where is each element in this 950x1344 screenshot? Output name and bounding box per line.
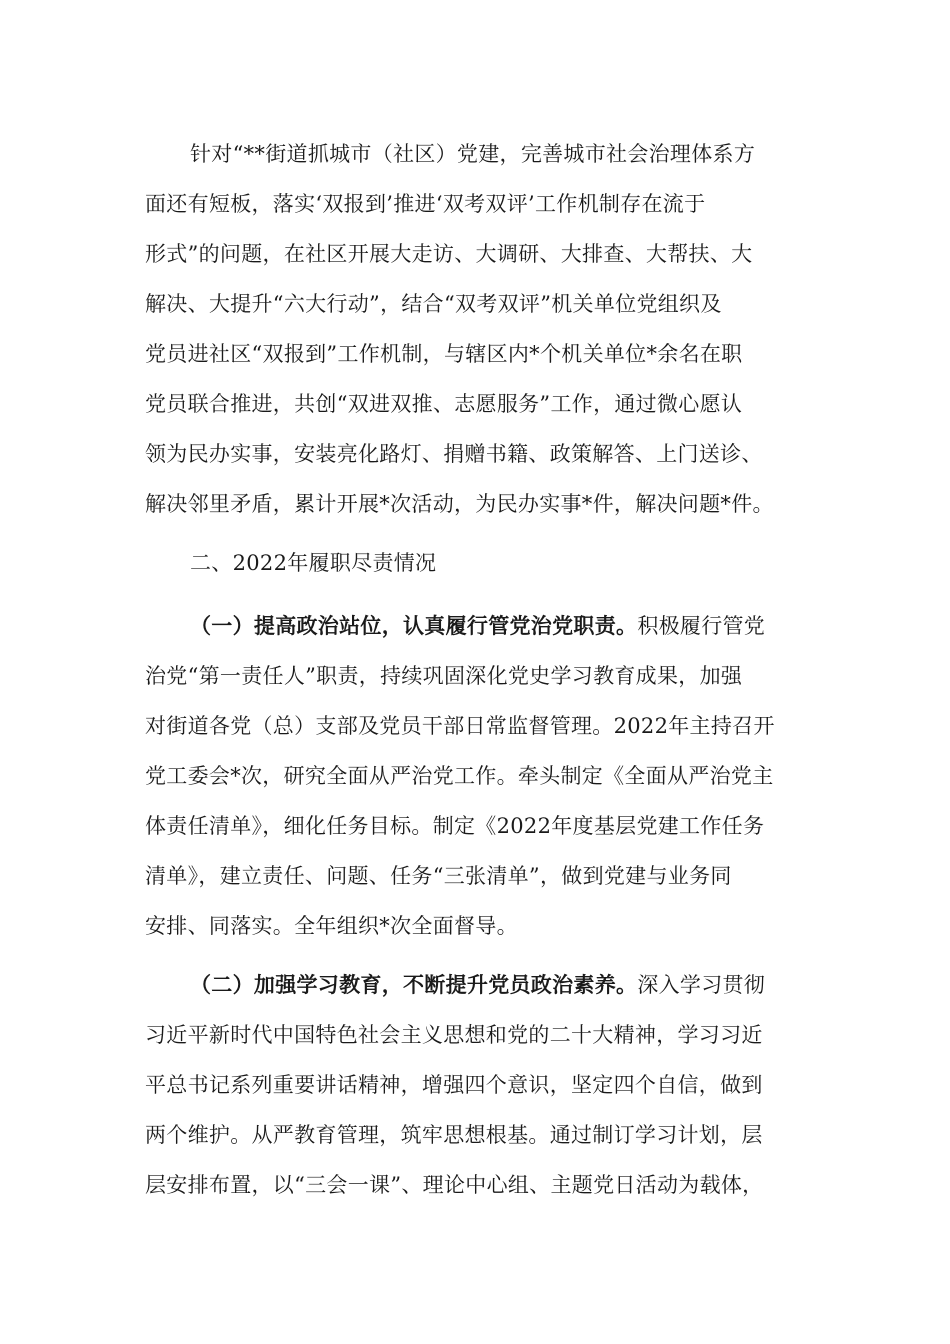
paragraph-text: 深入学习贯彻 — [637, 973, 766, 997]
section-heading: 二、2022年履职尽责情况 — [190, 551, 437, 575]
paragraph-line: 党员进社区“双报到”工作机制，与辖区内*个机关单位*余名在职 — [145, 342, 743, 366]
paragraph-line: 清单》，建立责任、问题、任务“三张清单”，做到党建与业务同 — [145, 864, 732, 888]
paragraph-line: 针对“**街道抓城市（社区）党建，完善城市社会治理体系方 — [190, 142, 756, 166]
paragraph-first-line — [190, 611, 765, 641]
paragraph-first-line — [190, 970, 765, 1000]
paragraph-line: 平总书记系列重要讲话精神，增强四个意识，坚定四个自信，做到 — [145, 1073, 763, 1097]
paragraph-line: 层安排布置，以“三会一课”、理论中心组、主题党日活动为载体， — [145, 1173, 764, 1197]
paragraph-line: 形式”的问题，在社区开展大走访、大调研、大排查、大帮扶、大 — [145, 242, 753, 266]
paragraph-line: 体责任清单》，细化任务目标。制定《2022年度基层党建工作任务 — [145, 814, 765, 838]
paragraph-line: 解决、大提升“六大行动”，结合“双考双评”机关单位党组织及 — [145, 292, 722, 316]
paragraph-line: 习近平新时代中国特色社会主义思想和党的二十大精神，学习习近 — [145, 1023, 763, 1047]
paragraph-line: 领为民办实事，安装亮化路灯、捐赠书籍、政策解答、上门送诊、 — [145, 442, 763, 466]
paragraph-lead: （二）加强学习教育，不断提升党员政治素养。 — [190, 972, 638, 997]
paragraph-line: 对街道各党（总）支部及党员干部日常监督管理。2022年主持召开 — [145, 714, 775, 738]
paragraph-line: 治党“第一责任人”职责，持续巩固深化党史学习教育成果，加强 — [145, 664, 743, 688]
paragraph-line: 解决邻里矛盾，累计开展*次活动，为民办实事*件，解决问题*件。 — [145, 492, 774, 516]
paragraph-line: 面还有短板，落实‘双报到’推进‘双考双评’工作机制存在流于 — [145, 192, 706, 216]
paragraph-line: 安排、同落实。全年组织*次全面督导。 — [145, 914, 518, 938]
paragraph-line: 党员联合推进，共创“双进双推、志愿服务”工作，通过微心愿认 — [145, 392, 743, 416]
paragraph-text: 积极履行管党 — [637, 614, 766, 638]
paragraph-line: 两个维护。从严教育管理，筑牢思想根基。通过制订学习计划，层 — [145, 1123, 763, 1147]
paragraph-line: 党工委会*次，研究全面从严治党工作。牵头制定《全面从严治党主 — [145, 764, 774, 788]
paragraph-lead: （一）提高政治站位，认真履行管党治党职责。 — [190, 613, 638, 638]
